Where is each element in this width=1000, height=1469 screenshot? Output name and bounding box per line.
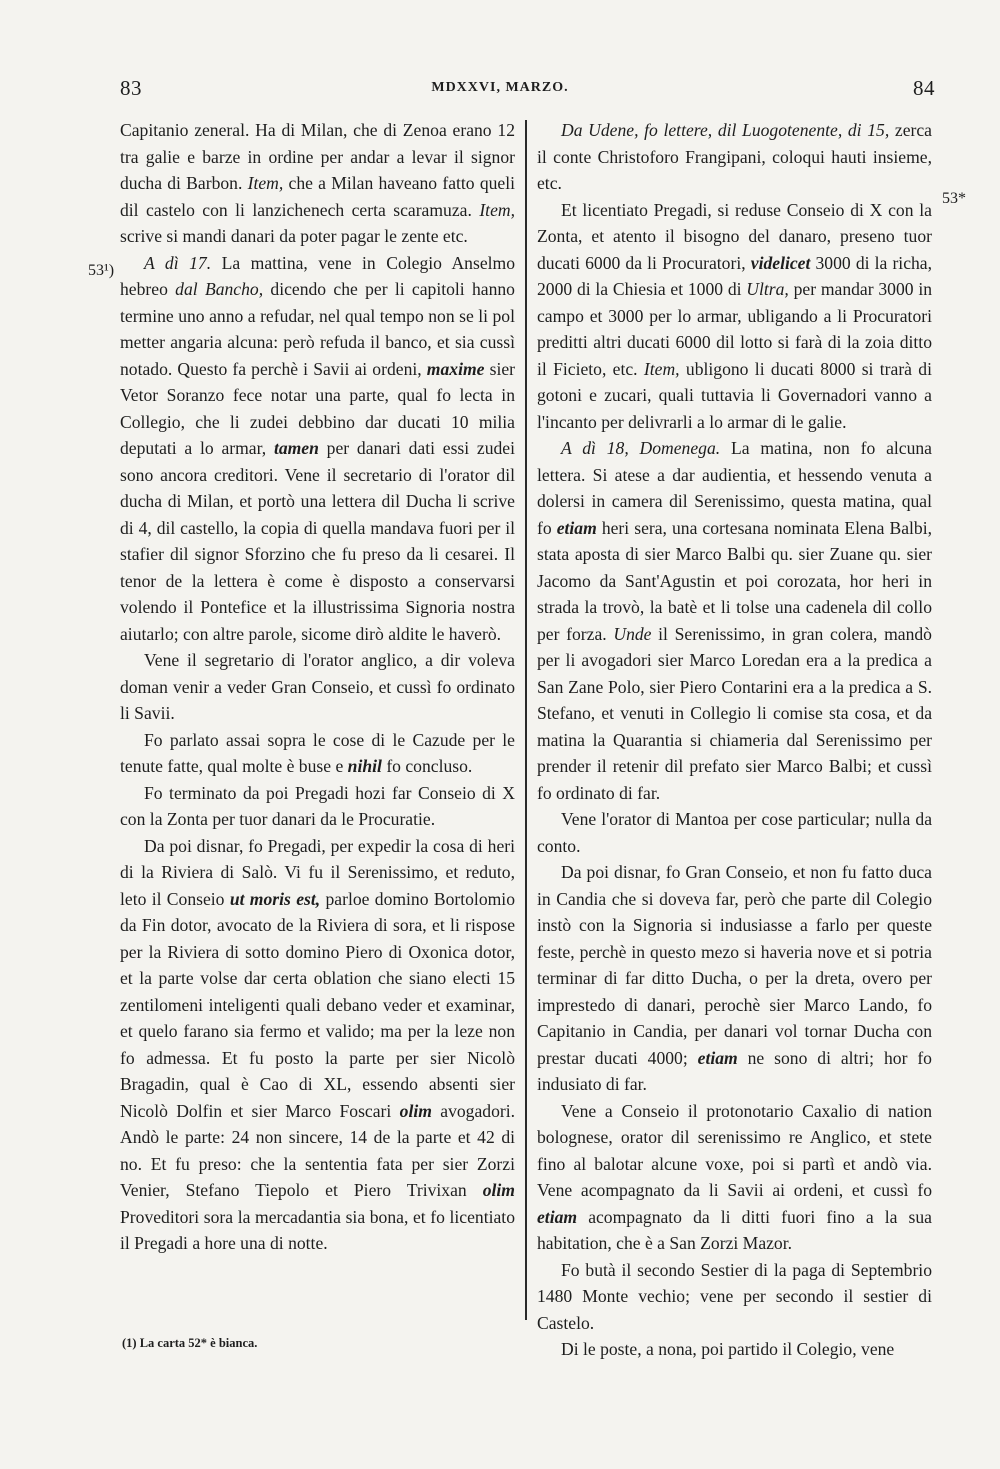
italic-run: Da Udene, fo lettere, dil Luogotenente, di 15, (561, 120, 890, 140)
text-run: per danari dati essi zudei sono ancora creditori. Vene il secretario di l'orator dil ducha di Milan, et portò una lettera dil Ducha li scrive di 4, dil castello, la copia di quella mandava fuori per il stafier dil signor Sforzino che fu preso da li cesarei. Il tenor de la lettera è come è disposto a conservarsi volendo il Pontefice et la illustrissima Signoria nostra aiutarlo; con altre parole, sicome dirò aldite le haverò. (120, 438, 516, 644)
date-heading: A dì 17. (144, 252, 212, 273)
text-run: La matina, non fo alcuna lettera. Si atese a dar audientia, et hessendo venuta a dolersi in camera dil Serenissimo, questa matina, qual fo (537, 438, 932, 538)
italic-run: Item, (247, 173, 284, 193)
margin-note-left: 53¹) (88, 262, 115, 279)
paragraph (537, 435, 932, 806)
text-run: La mattina, vene in Colegio Anselmo hebreo (120, 252, 515, 299)
latin-term: videlicet (750, 252, 811, 273)
text-run: Di le poste, a nona, poi partido il Colegio, vene (561, 1339, 895, 1359)
paragraph (120, 250, 515, 648)
text-run: Vene l'orator di Mantoa per cose particular; nulla da conto. (537, 809, 932, 856)
latin-term: olim (399, 1100, 432, 1121)
paragraph (537, 1336, 932, 1363)
page-number-right: 84 (913, 76, 935, 100)
text-run: ne sono di altri; hor fo indusiato di far. (537, 1047, 932, 1094)
paragraph (120, 117, 515, 250)
text-run: Vene a Conseio il protonotario Caxalio di nation bolognese, orator dil serenissimo re Anglico, et stete fino al balotar alcune voxe, poi si partì et andò via. Vene acompagnato da li Savii ai ordeni, et cussì fo (537, 1100, 932, 1200)
paragraph (537, 1098, 932, 1257)
italic-run: Unde (613, 623, 652, 644)
paragraph (537, 859, 932, 1098)
paragraph (120, 833, 515, 1257)
running-head: MDXXVI, MARZO. (431, 80, 569, 95)
paragraph (537, 1257, 932, 1337)
paragraph (537, 117, 932, 197)
text-run: che a Milan haveano fatto queli dil castelo con li lanzichenech certa scaramuza. (120, 173, 515, 220)
text-run: Da poi disnar, fo Pregadi, per expedir la cosa di heri di la Riviera di Salò. Vi fu il Serenissimo, et reduto, leto il Conseio (120, 835, 515, 909)
date-heading: A dì 18, Domenega. (561, 438, 721, 458)
text-run: il Serenissimo, in gran colera, mandò per li avogadori sier Marco Loredan era a la predica a San Zane Polo, sier Piero Contarini era a la predica a S. Stefano, et venuti in Collegio li comise sta cosa, et da matina la Quarantia si chiameria dal Serenissimo per prender il retenir dil prefato sier Marco Balbi; et cussì fo ordinato di far. (537, 623, 932, 803)
text-run: 3000 di la richa, 2000 di la Chiesia et 1000 di (537, 252, 933, 299)
latin-term: tamen (273, 438, 319, 458)
paragraph (120, 647, 515, 727)
column-divider (525, 120, 527, 1320)
text-run: per mandar 3000 in campo et 3000 per lo armar, ubligando a li Procuratori preditti altri ducati 6000 dil lotto si farà di la zoia ditto il Ficieto, etc. (537, 279, 933, 379)
footnote: (1) La carta 52* è bianca. (122, 1336, 258, 1350)
text-run: Fo terminato da poi Pregadi hozi far Conseio di X con la Zonta per tuor danari da le Procuratie. (120, 782, 515, 829)
latin-term: olim (482, 1180, 515, 1200)
latin-term: ut moris est, (229, 888, 321, 909)
paragraph (120, 780, 515, 833)
right-column (537, 117, 932, 1363)
text-run: Capitanio zeneral. Ha di Milan, che di Zenoa erano 12 tra galie e barze in ordine per andar a levar il signor ducha di Barbon. (120, 120, 515, 193)
text-run: ubligono li ducati 8000 si trarà di gotoni e zucari, quali tuttavia li Governadori vanno a l'incanto per delivrarli a lo armar di le galie. (537, 358, 932, 432)
text-run: Proveditori sora la mercadantia sia bona, et fo licentiato il Pregadi a hore una di notte. (120, 1206, 515, 1253)
text-run: Da poi disnar, fo Gran Conseio, et non fu fatto duca in Candia che si doveva far, però che parte dil Colegio instò con la Signoria si indusiasse a farlo per queste feste, perchè in questo mezo si haveria nove et si potria terminar di far ditto Ducha, o per la dreta, overo per imprestedo di danari, perochè sier Marco Lando, fo Capitanio in Candia, per danari vol tornar Ducha con prestar ducati 4000; (537, 862, 932, 1068)
text-run: parloe domino Bortolomio da Fin dotor, avocato de la Riviera di sora, et li rispose per la Riviera di sotto domino Piero di Oxonica dotor, et la parte volse dar certa oblation che siano electi 15 zentilomeni inteligenti quali debano veder et examinar, et quelo farano sia fermo et valido; ma per la leze non fo admessa. Et fu posto la parte per sier Nicolò Bragadin, qual è Cao di XL, essendo absenti sier Nicolò Dolfin et sier Marco Foscari (120, 888, 515, 1121)
text-run: Fo butà il secondo Sestier di la paga di Septembrio 1480 Monte vechio; vene per secondo il sestier di Castelo. (537, 1259, 932, 1333)
latin-term: nihil (347, 756, 382, 776)
text-run: Fo parlato assai sopra le cose di le Cazude per le tenute fatte, qual molte è buse e (120, 729, 515, 776)
text-run: zerca il conte Christoforo Frangipani, coloqui hauti insieme, etc. (537, 120, 932, 193)
italic-run: Item, (643, 358, 680, 379)
latin-term: etiam (537, 1206, 578, 1227)
text-run: fo concluso. (386, 756, 473, 776)
latin-term: maxime (426, 358, 485, 379)
italic-run: Item, (479, 199, 515, 220)
left-column (120, 117, 515, 1257)
text-run: Et licentiato Pregadi, si reduse Conseio di X con la Zonta, et atento il bisogno del danaro, preseno tuor ducati 6000 da li Procuratori, (537, 199, 932, 273)
text-run: avogadori. Andò le parte: 24 non sincere, 14 de la parte et 42 di no. Et fu preso: che la sententia fata per sier Zorzi Venier, Stefano Tiepolo et Piero Trivixan (120, 1100, 516, 1200)
text-run: heri sera, una cortesana nominata Elena Balbi, stata aposta di sier Marco Balbi qu. sier Zuane qu. sier Jacomo da Sant'Agustin et poi corozata, hor heri in strada la trovò, la batè et li tolse una cadenela dil collo per forza. (537, 517, 932, 644)
paragraph (537, 197, 932, 436)
paragraph (120, 727, 515, 780)
latin-term: etiam (556, 517, 597, 538)
italic-run: Ultra, (746, 279, 789, 299)
margin-note-right: 53* (942, 190, 966, 207)
text-run: acompagnato da li ditti fuori fino a la sua habitation, che è a San Zorzi Mazor. (537, 1206, 932, 1253)
italic-run: dal Bancho, (175, 279, 264, 299)
paragraph (537, 806, 932, 859)
text-run: scrive si mandi danari da poter pagar le zente etc. (120, 226, 468, 246)
text-run: sier Vetor Soranzo fece notar una parte, qual fo lecta in Collegio, che li zudei debbino dar ducati 10 milia deputati a lo armar, (120, 358, 516, 458)
latin-term: etiam (697, 1047, 738, 1068)
text-run: Vene il segretario di l'orator anglico, a dir voleva doman venir a veder Gran Conseio, et cussì fo ordinato li Savii. (120, 650, 515, 723)
page-number-left: 83 (120, 76, 142, 100)
text-run: dicendo che per li capitoli hanno termine uno anno a refudar, nel qual tempo non se li pol metter angaria alcuna: però refuda il banco, et sia cussì notado. Questo fa perchè i Savii ai ordeni, (120, 279, 515, 379)
